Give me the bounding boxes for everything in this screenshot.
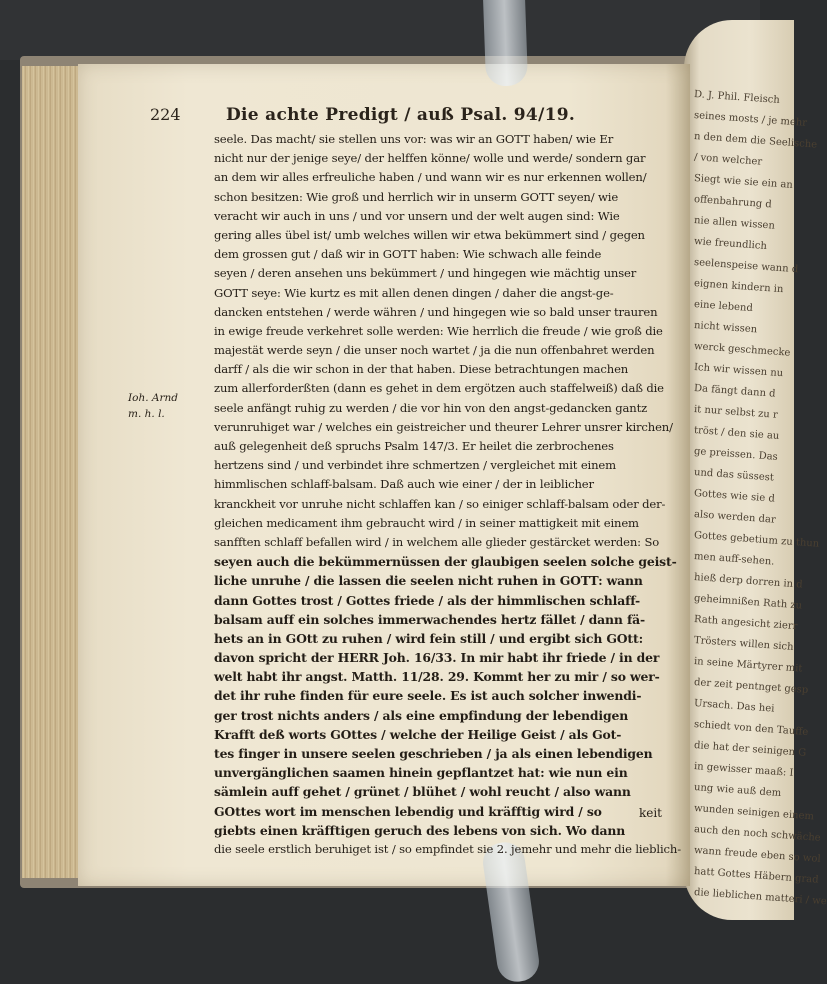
facing-page-line: seelenspeise wann d: [693, 257, 799, 276]
text-line: kranckheit vor unruhe nicht schlaffen kan / so einiger schlaff-balsam oder der-: [214, 496, 666, 511]
facing-page-line: hatt Gottes Häbern grad: [693, 866, 819, 886]
text-line: Krafft deß worts GOttes / welche der Heilige Geist / als Got-: [214, 726, 622, 742]
running-title: Die achte Predigt / auß Psal. 94/19.: [226, 105, 576, 125]
facing-page-line: hieß derp dorren in d: [693, 572, 803, 591]
text-line: ger trost nichts anders / als eine empfindung der lebendigen: [214, 707, 629, 723]
text-line: veracht wir auch in uns / und vor unsern und der welt augen sind: Wie: [214, 208, 620, 223]
text-line: liche unruhe / die lassen die seelen nicht ruhen in GOTT: wann: [214, 573, 643, 589]
text-line: det ihr ruhe finden für eure seele. Es ist auch solcher inwendi-: [214, 688, 642, 704]
text-line: himmlischen schlaff-balsam. Daß auch wie einer / der in leiblicher: [214, 477, 594, 492]
text-line: dancken entstehen / werde währen / und hingegen wie so bald unser trauren: [214, 304, 658, 319]
facing-page-line: it nur selbst zu r: [693, 404, 779, 421]
facing-page-line: Trösters willen sich: [693, 635, 794, 653]
text-line: nicht nur der jenige seye/ der helffen könne/ wolle und werde/ sondern gar: [214, 151, 646, 166]
facing-page-line: geheimnißen Rath zu: [693, 593, 803, 612]
facing-page-line: men auff-sehen.: [693, 551, 775, 568]
text-line: sanfften schlaff befallen wird / in welchem alle glieder gestärcket werden: So: [214, 534, 660, 549]
text-line: die seele erstlich beruhiget ist / so empfindet sie 2. jemehr und mehr die lieblich-: [214, 841, 681, 856]
text-line: gering alles übel ist/ umb welches willen wir etwa bekümmert sind / gegen: [214, 227, 645, 242]
facing-page-line: n den dem die Seelische: [693, 131, 818, 151]
page-edges: [22, 66, 80, 878]
facing-page-line: Rath angesicht zierr: [693, 614, 798, 633]
facing-page-line: wann freude eben so wol: [693, 845, 821, 865]
facing-page-line: ung wie auß dem: [693, 782, 782, 800]
text-line: seyen / deren ansehen uns bekümmert / und hingegen wie mächtig unser: [214, 266, 637, 281]
text-line: zum allerforderßten (dann es gehet in dem ergötzen auch staffelweiß) daß die: [214, 381, 664, 396]
facing-page-line: / von welcher: [693, 152, 763, 168]
text-line: seele anfängt ruhig zu werden / die vor hin von den angst-gedancken gantz: [214, 400, 648, 415]
facing-page-line: Ich wir wissen nu: [693, 362, 784, 380]
facing-page-line: eine lebend: [693, 299, 754, 315]
facing-page-line: seines mosts / je mehr: [693, 110, 808, 129]
catchword: keit: [638, 806, 662, 820]
body-text: [214, 130, 681, 859]
facing-page-line: werck geschmecke: [693, 341, 791, 359]
page-number: 224: [150, 105, 181, 124]
facing-page-line: die lieblichen matteri / we: [693, 887, 827, 908]
facing-page-line: und das süssest: [693, 467, 775, 484]
text-line: in ewige freude verkehret solle werden: Wie herrlich die freude / wie groß die: [214, 323, 663, 338]
margin-note-line: m. h. l.: [128, 408, 165, 420]
facing-page-line: in gewisser maaß: I: [693, 761, 794, 779]
facing-page-line: Gottes gebetium zu thun: [693, 530, 820, 550]
margin-note-line: Ioh. Arnd: [128, 392, 178, 404]
text-line: welt habt ihr angst. Matth. 11/28. 29. Kommt her zu mir / so wer-: [214, 669, 660, 685]
facing-page-line: nie allen wissen: [693, 215, 776, 232]
text-line: dem grossen gut / daß wir in GOTT haben: Wie schwach alle feinde: [214, 247, 602, 262]
facing-page-line: nicht wissen: [693, 320, 758, 336]
text-line: gleichen medicament ihm gebraucht wird / in seiner mattigkeit mit einem: [214, 515, 639, 530]
margin-note: [128, 390, 198, 422]
text-line: darff / als die wir schon in der that haben. Diese betrachtungen machen: [214, 362, 629, 377]
scanner-background: [0, 0, 760, 60]
facing-page-line: ge preissen. Das: [693, 446, 779, 463]
facing-page-line: schiedt von den Tauffe: [693, 719, 809, 738]
facing-page-line: wie freundlich: [693, 236, 768, 253]
text-line: seele. Das macht/ sie stellen uns vor: was wir an GOTT haben/ wie Er: [214, 132, 614, 146]
text-line: sämlein auff gehet / grünet / blühet / wohl reucht / also wann: [214, 784, 631, 800]
text-line: unvergänglichen saamen hinein gepflantzet hat: wie nun ein: [214, 765, 628, 781]
text-line: GOttes wort im menschen lebendig und kräfftig wird / so: [214, 803, 602, 819]
text-line: auß gelegenheit deß spruchs Psalm 147/3. Er heilet die zerbrochenes: [214, 439, 614, 453]
text-line: hertzens sind / und verbindet ihre schmertzen / vergleichet mit einem: [214, 458, 616, 473]
text-line: hets an in GOtt zu ruhen / wird fein still / und ergibt sich GOtt:: [214, 630, 643, 646]
text-line: seyen auch die bekümmernüssen der glaubigen seelen solche geist-: [214, 554, 677, 570]
text-line: balsam auff ein solches immerwachendes hertz fället / dann fä-: [214, 611, 645, 627]
text-line: verunruhiget war / welches ein geistreicher und theurer Lehrer unsrer kirchen/: [214, 419, 673, 434]
text-line: dann Gottes trost / Gottes friede / als der himmlischen schlaff-: [214, 592, 640, 608]
running-head: [150, 102, 650, 128]
facing-page-line: Siegt wie sie ein an: [693, 173, 794, 191]
facing-page-line: tröst / den sie au: [693, 425, 780, 442]
text-line: schon besitzen: Wie groß und herrlich wir in unserm GOTT seyen/ wie: [214, 189, 619, 204]
text-line: davon spricht der HERR Joh. 16/33. In mir habt ihr friede / in der: [214, 650, 660, 666]
text-line: an dem wir alles erfreuliche haben / und wann wir es nur erkennen wollen/: [214, 170, 647, 185]
facing-page-line: auch den noch schwäche: [693, 824, 821, 844]
facing-page-line: offenbahrung d: [693, 194, 773, 211]
facing-page-line: in seine Märtyrer mit: [693, 656, 803, 675]
facing-page-line: der zeit pentnget gesp: [693, 677, 809, 696]
facing-page-line: wunden seinigen einem: [693, 803, 815, 823]
text-line: giebts einen kräfftigen geruch des lebens von sich. Wo dann: [214, 822, 626, 838]
text-line: GOTT seye: Wie kurtz es mit allen denen dingen / daher die angst-ge-: [214, 285, 614, 300]
text-line: majestät werde seyn / die unser noch wartet / ja die nun offenbahret werden: [214, 343, 655, 358]
facing-page-line: Da fängt dann d: [693, 383, 776, 400]
facing-page-line: die hat der seinigen G: [693, 740, 807, 759]
facing-page-line: also werden dar: [693, 509, 777, 526]
facing-page-line: eignen kindern in: [693, 278, 784, 296]
facing-page-line: D. J. Phil. Fleisch: [693, 89, 781, 106]
facing-page-line: Gottes wie sie d: [693, 488, 776, 505]
text-line: tes finger in unsere seelen geschrieben / ja als einen lebendigen: [214, 746, 653, 761]
facing-page-line: Ursach. Das hei: [693, 698, 775, 715]
page-clip-top: [482, 0, 528, 87]
facing-page: [684, 20, 827, 920]
